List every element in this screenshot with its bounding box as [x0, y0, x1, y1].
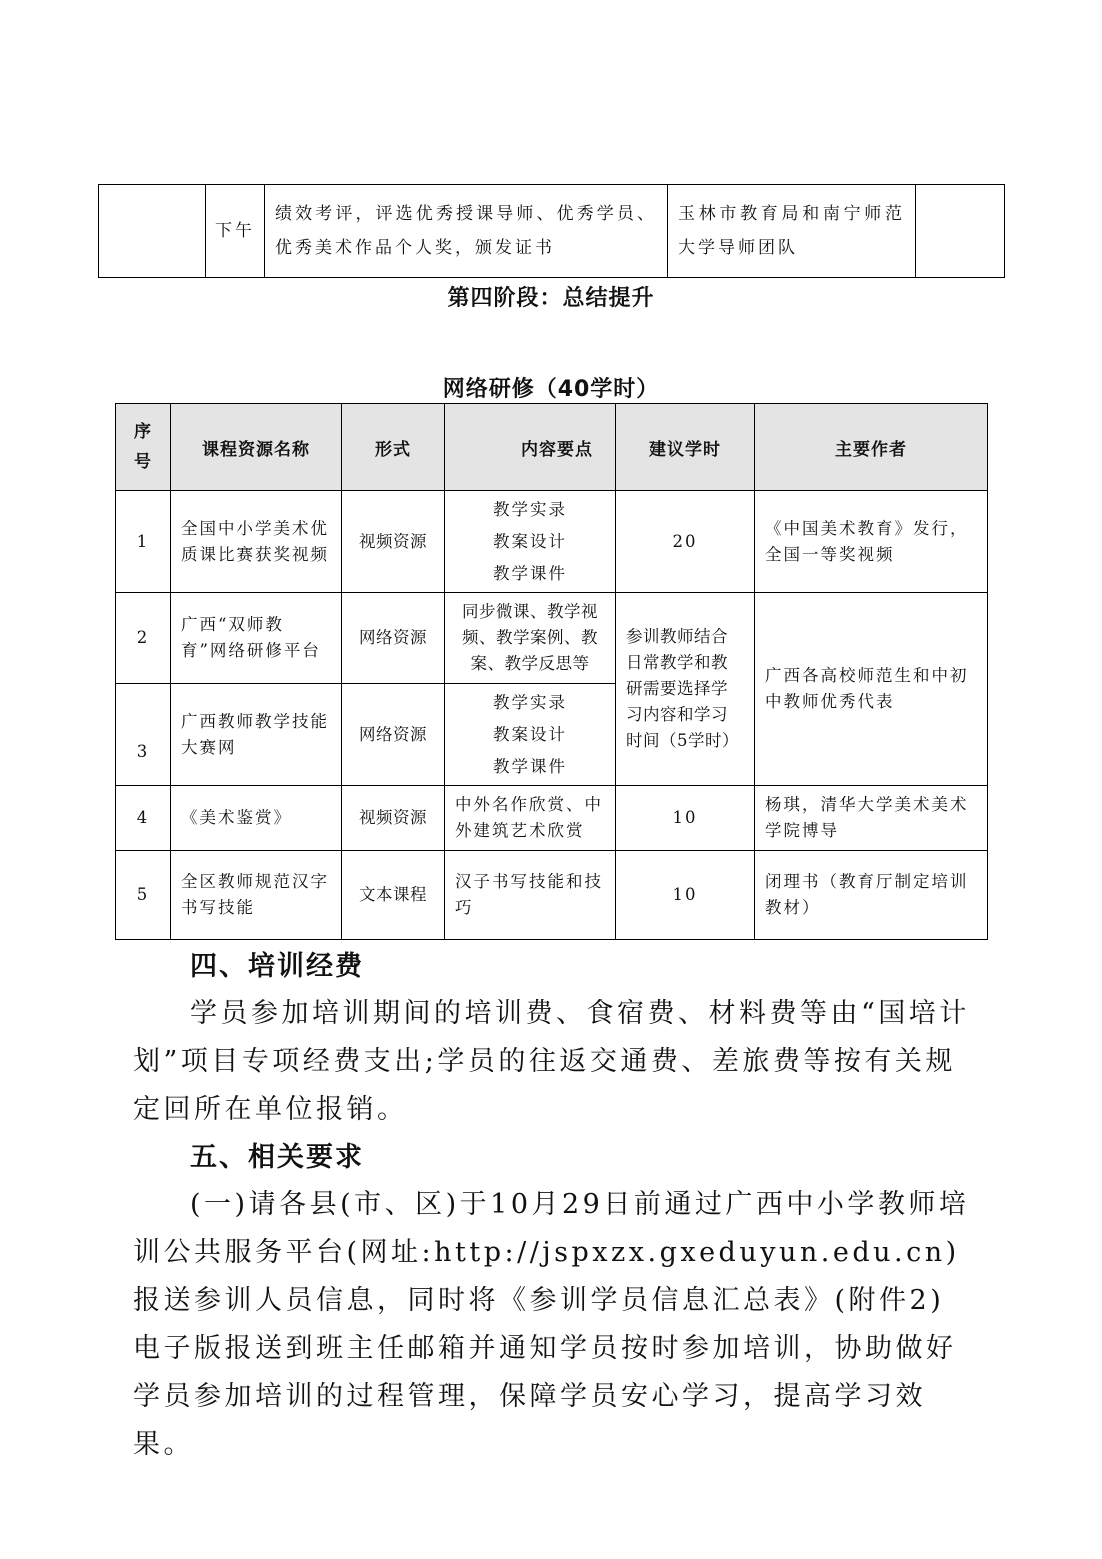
author-cell: 杨琪，清华大学美术美术学院博导	[755, 786, 988, 851]
table-header-row	[116, 404, 988, 491]
table-row	[116, 593, 988, 684]
seq-cell: 5	[116, 851, 171, 940]
table-row	[116, 786, 988, 851]
seq-cell: 1	[116, 491, 171, 593]
seq-cell: 3	[116, 684, 171, 786]
name-cell: 全区教师规范汉字书写技能	[171, 851, 342, 940]
content-cell: 教学实录 教案设计 教学课件	[445, 684, 616, 786]
hours-cell: 20	[616, 491, 755, 593]
author-cell: 闭理书（教育厅制定培训教材）	[755, 851, 988, 940]
organizer-cell: 玉林市教育局和南宁师范大学导师团队	[668, 185, 916, 278]
column-header-seq: 序 号	[116, 404, 171, 491]
funding-paragraph: 学员参加培训期间的培训费、食宿费、材料费等由“国培计划”项目专项经费支出;学员的往返交通费、差旅费等按有关规定回所在单位报销。	[133, 998, 970, 1125]
section-heading-requirements: 五、相关要求	[190, 1142, 364, 1173]
time-cell: 下午	[206, 185, 265, 278]
seq-cell: 4	[116, 786, 171, 851]
form-cell: 文本课程	[342, 851, 445, 940]
activity-cell: 绩效考评，评选优秀授课导师、优秀学员、优秀美术作品个人奖，颁发证书	[265, 185, 668, 278]
remark-cell	[916, 185, 1005, 278]
name-cell: 广西“双师教育”网络研修平台	[171, 593, 342, 684]
hours-cell: 参训教师结合日常教学和教研需要选择学习内容和学习时间（5学时）	[616, 593, 755, 786]
online-resources-table	[115, 403, 988, 940]
column-header-author: 主要作者	[755, 404, 988, 491]
table-row	[116, 851, 988, 940]
date-cell	[99, 185, 206, 278]
hours-cell: 10	[616, 851, 755, 940]
seq-cell: 2	[116, 593, 171, 684]
column-header-content: 内容要点	[445, 404, 616, 491]
name-cell: 全国中小学美术优质课比赛获奖视频	[171, 491, 342, 593]
schedule-table-remnant	[98, 184, 1005, 278]
section-heading-funding: 四、培训经费	[190, 951, 364, 982]
requirements-paragraph: (一)请各县(市、区)于10月29日前通过广西中小学教师培训公共服务平台(网址:http://jspxzx.gxeduyun.edu.cn)报送参训人员信息，同时将《参训学员信息汇总表》(附件2)电子版报送到班主任邮箱并通知学员按时参加培训，协助做好学员参加培训的过程管理，保障学员安心学习，提高学习效果。	[133, 1189, 970, 1460]
content-cell: 汉子书写技能和技巧	[445, 851, 616, 940]
column-header-name: 课程资源名称	[171, 404, 342, 491]
table-row	[99, 185, 1005, 278]
column-header-hours: 建议学时	[616, 404, 755, 491]
name-cell: 《美术鉴赏》	[171, 786, 342, 851]
table-row	[116, 491, 988, 593]
column-header-form: 形式	[342, 404, 445, 491]
table-title: 网络研修（40学时）	[442, 377, 660, 402]
form-cell: 网络资源	[342, 593, 445, 684]
author-cell: 广西各高校师范生和中初中教师优秀代表	[755, 593, 988, 786]
form-cell: 网络资源	[342, 684, 445, 786]
content-cell: 中外名作欣赏、中外建筑艺术欣赏	[445, 786, 616, 851]
author-cell: 《中国美术教育》发行，全国一等奖视频	[755, 491, 988, 593]
form-cell: 视频资源	[342, 786, 445, 851]
stage-title: 第四阶段：总结提升	[447, 286, 655, 311]
content-cell: 教学实录 教案设计 教学课件	[445, 491, 616, 593]
name-cell: 广西教师教学技能大赛网	[171, 684, 342, 786]
content-cell: 同步微课、教学视频、教学案例、教案、教学反思等	[445, 593, 616, 684]
hours-cell: 10	[616, 786, 755, 851]
form-cell: 视频资源	[342, 491, 445, 593]
